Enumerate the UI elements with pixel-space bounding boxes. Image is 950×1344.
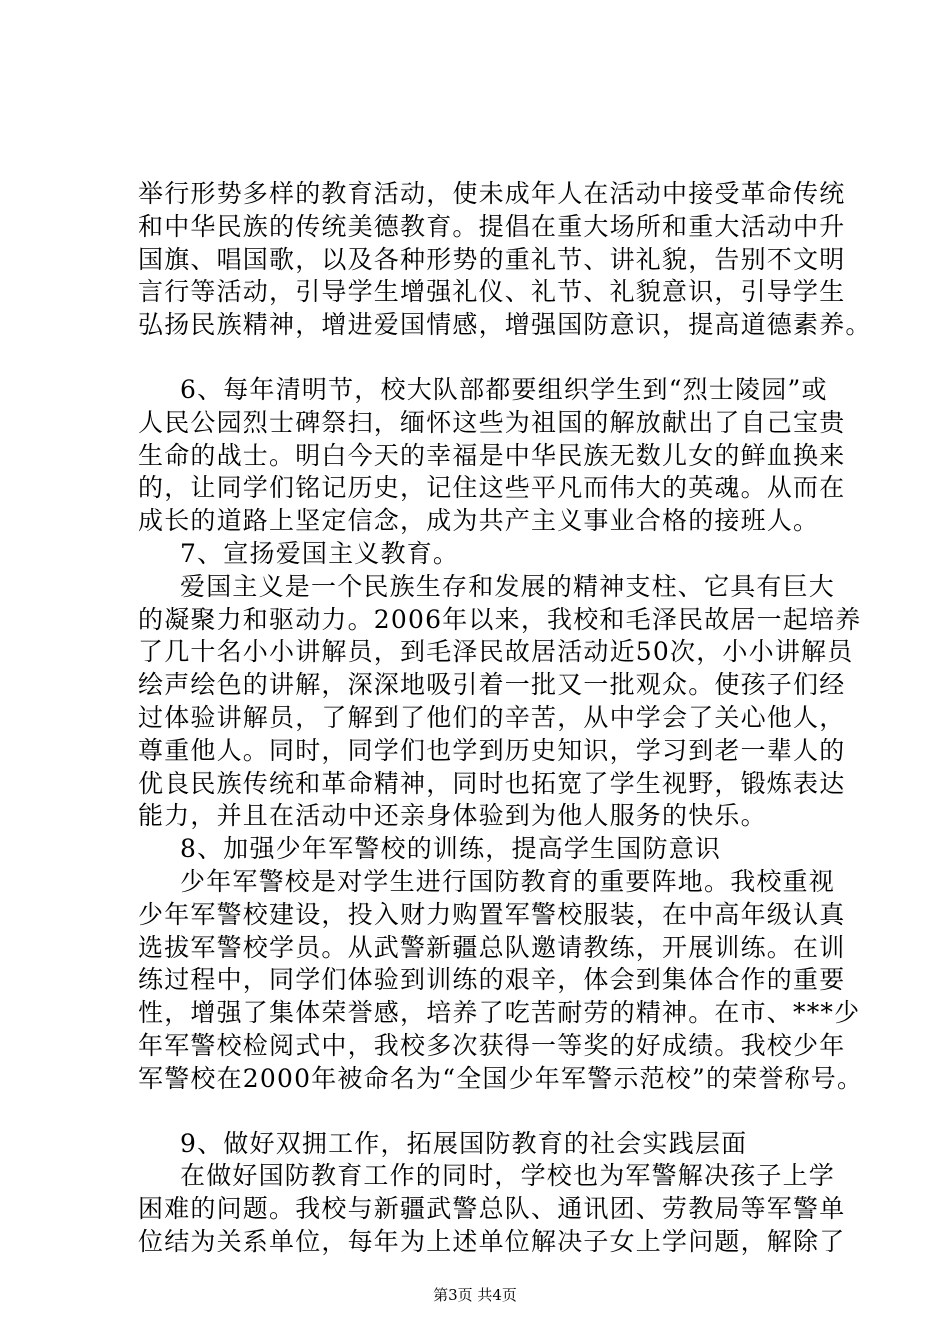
text-line: 练过程中，同学们体验到训练的艰辛，体会到集体合作的重要 (138, 965, 846, 995)
text-line: 成长的道路上坚定信念，成为共产主义事业合格的接班人。 (138, 506, 820, 536)
paragraph-gap (138, 342, 850, 374)
text-line: 年军警校检阅式中，我校多次获得一等奖的好成绩。我校少年 (138, 1030, 846, 1060)
text-line: 绘声绘色的讲解，深深地吸引着一批又一批观众。使孩子们经 (138, 670, 846, 700)
text-line: 弘扬民族精神，增进爱国情感，增强国防意识，提高道德素养。 (138, 310, 872, 340)
section-heading-9: 9、做好双拥工作，拓展国防教育的社会实践层面 (180, 1128, 748, 1158)
document-body (138, 178, 872, 1259)
paragraph-military-support (138, 1160, 850, 1258)
text-line: 过体验讲解员，了解到了他们的辛苦，从中学会了关心他人， (138, 702, 846, 732)
text-line: 生命的战士。明白今天的幸福是中华民族无数儿女的鲜血换来 (138, 440, 846, 470)
text-line: 选拔军警校学员。从武警新疆总队邀请教练，开展训练。在训 (138, 932, 846, 962)
text-line: 少年军警校建设，投入财力购置军警校服装，在中高年级认真 (138, 899, 846, 929)
text-line: 能力，并且在活动中还亲身体验到为他人服务的快乐。 (138, 801, 767, 831)
text-line: 6、每年清明节，校大队部都要组织学生到“烈士陵园”或 (180, 374, 828, 404)
text-line: 位结为关系单位，每年为上述单位解决子女上学问题，解除了 (138, 1226, 846, 1256)
text-line: 举行形势多样的教育活动，使未成年人在活动中接受革命传统 (138, 179, 846, 208)
text-line: 言行等活动，引导学生增强礼仪、礼节、礼貌意识，引导学生 (138, 277, 846, 307)
text-line: 性，增强了集体荣誉感，培养了吃苦耐劳的精神。在市、***少 (138, 998, 861, 1028)
section-heading-7: 7、宣扬爱国主义教育。 (180, 538, 460, 568)
paragraph-ceremony-education (138, 178, 872, 342)
text-line: 爱国主义是一个民族生存和发展的精神支柱、它具有巨大 (180, 571, 836, 601)
section-heading-8: 8、加强少年军警校的训练，提高学生国防意识 (180, 834, 722, 864)
text-line: 的，让同学们铭记历史，记住这些平凡而伟大的英魂。从而在 (138, 473, 846, 503)
text-line: 困难的问题。我校与新疆武警总队、通讯团、劳教局等军警单 (138, 1194, 846, 1224)
text-line: 了几十名小小讲解员，到毛泽民故居活动近50次，小小讲解员 (138, 637, 854, 667)
page-footer (0, 1285, 950, 1305)
text-line: 优良民族传统和革命精神，同时也拓宽了学生视野，锻炼表达 (138, 768, 846, 798)
page-number: 第3页 共4页 (433, 1286, 517, 1304)
text-line: 尊重他人。同时，同学们也学到历史知识，学习到老一辈人的 (138, 735, 846, 765)
paragraph-gap (138, 1096, 850, 1128)
paragraph-junior-cadet-school (138, 866, 864, 1096)
paragraph-qingming-memorial (138, 374, 850, 538)
text-line: 的凝聚力和驱动力。2006年以来，我校和毛泽民故居一起培养 (138, 604, 862, 634)
paragraph-patriotism (138, 571, 862, 833)
text-line: 在做好国防教育工作的同时，学校也为军警解决孩子上学 (180, 1161, 836, 1191)
text-line: 少年军警校是对学生进行国防教育的重要阵地。我校重视 (180, 866, 836, 896)
text-line: 军警校在2000年被命名为“全国少年军警示范校”的荣誉称号。 (138, 1063, 864, 1093)
text-line: 和中华民族的传统美德教育。提倡在重大场所和重大活动中升 (138, 211, 846, 241)
text-line: 国旗、唱国歌，以及各种形势的重礼节、讲礼貌，告别不文明 (138, 244, 846, 274)
text-line: 人民公园烈士碑祭扫，缅怀这些为祖国的解放献出了自己宝贵 (138, 407, 846, 437)
